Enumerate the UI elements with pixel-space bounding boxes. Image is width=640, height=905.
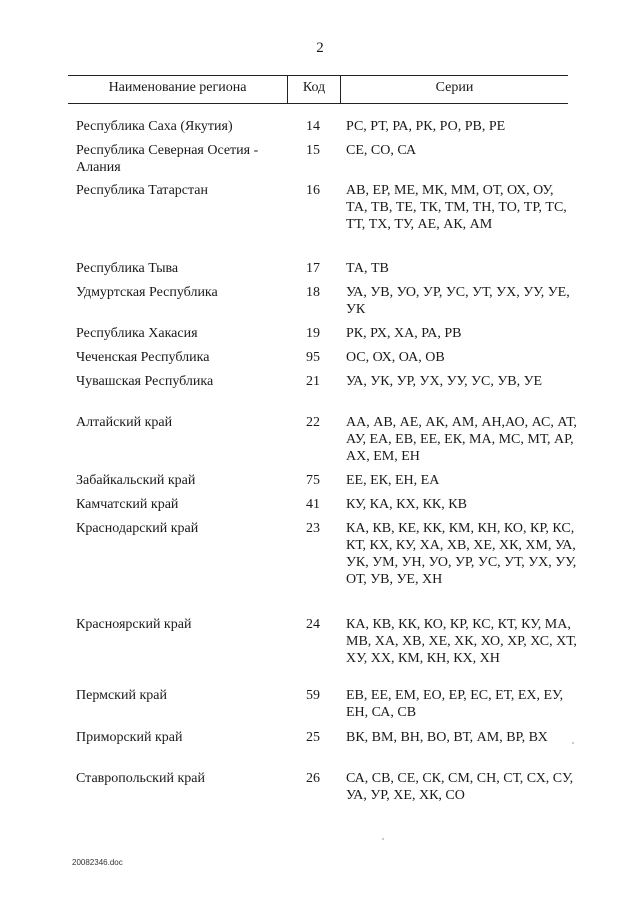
region-name: Удмуртская Республика (76, 285, 218, 300)
region-name: Алтайский край (76, 415, 173, 430)
region-name: Республика Тыва (76, 261, 179, 276)
region-name: Республика Саха (Якутия) (76, 119, 233, 134)
region-code: 95 (306, 350, 320, 365)
region-series: СЕ, СО, СА (346, 143, 417, 158)
region-series: АА, АВ, АЕ, АК, АМ, АН,АО, АС, АТ, АУ, ЕА, ЕВ, ЕЕ, ЕК, МА, МС, МТ, АР, АХ, ЕМ, ЕН (346, 415, 577, 464)
scan-speck (382, 838, 384, 840)
region-series: ТА, ТВ (346, 261, 389, 276)
page-number: 2 (316, 40, 324, 56)
region-series: ОС, ОХ, ОА, ОВ (346, 350, 445, 365)
table-row (0, 472, 640, 496)
region-name: Ставропольский край (76, 771, 205, 786)
table-row (0, 687, 640, 729)
table-row (0, 373, 640, 414)
region-series: КА, КВ, КК, КО, КР, КС, КТ, КУ, МА, МВ, ХА, ХВ, ХЕ, ХК, ХО, ХР, ХС, ХТ, ХУ, ХХ, КМ, КН, КХ, ХН (346, 617, 577, 666)
header-region-name: Наименование региона (108, 80, 247, 95)
region-series: СА, СВ, СЕ, СК, СМ, СН, СТ, СХ, СУ, УА, УР, ХЕ, ХК, СО (346, 771, 574, 803)
table-row (0, 182, 640, 260)
table-row (0, 770, 640, 810)
region-name: Республика Татарстан (76, 183, 209, 198)
region-series: РС, РТ, РА, РК, РО, РВ, РЕ (346, 119, 506, 134)
table-top-rule (68, 75, 568, 76)
scan-speck (572, 742, 574, 744)
table-row (0, 260, 640, 284)
document-filename: 20082346.doc (72, 858, 123, 867)
region-code: 59 (306, 688, 320, 703)
table-row (0, 496, 640, 520)
region-code: 15 (306, 143, 320, 158)
table-row (0, 616, 640, 687)
region-code: 75 (306, 473, 320, 488)
region-series: КУ, КА, КХ, КК, КВ (346, 497, 467, 512)
header-code: Код (302, 80, 326, 95)
region-code: 24 (306, 617, 320, 632)
region-name: Чеченская Республика (76, 350, 210, 365)
region-series: КА, КВ, КЕ, КК, КМ, КН, КО, КР, КС, КТ, КХ, КУ, ХА, ХВ, ХЕ, ХК, ХМ, УА, УК, УМ, УН, УО, УР, УС, УТ, УХ, УУ, ОТ, УВ, УЕ, ХН (346, 521, 577, 587)
region-code: 41 (306, 497, 320, 512)
table-row (0, 284, 640, 325)
table-body (0, 118, 640, 810)
region-name: Чувашская Республика (76, 374, 214, 389)
region-code: 18 (306, 285, 320, 300)
table-row (0, 118, 640, 142)
region-name: Республика Северная Осетия - Алания (76, 143, 259, 175)
region-name: Камчатский край (76, 497, 179, 512)
region-series: УА, УВ, УО, УР, УС, УТ, УХ, УУ, УЕ, УК (346, 285, 570, 317)
region-name: Забайкальский край (76, 473, 196, 488)
header-series: Серии (435, 80, 474, 95)
region-series: ЕЕ, ЕК, ЕН, ЕА (346, 473, 440, 488)
region-code: 19 (306, 326, 320, 341)
region-series: РК, РХ, ХА, РА, РВ (346, 326, 462, 341)
region-code: 22 (306, 415, 320, 430)
table-header-bottom-rule (68, 103, 568, 104)
region-name: Краснодарский край (76, 521, 199, 536)
region-code: 16 (306, 183, 320, 198)
region-code: 23 (306, 521, 320, 536)
table-row (0, 349, 640, 373)
region-series: ЕВ, ЕЕ, ЕМ, ЕО, ЕР, ЕС, ЕТ, ЕХ, ЕУ, ЕН, СА, СВ (346, 688, 564, 720)
region-code: 14 (306, 119, 320, 134)
table-row (0, 520, 640, 616)
region-name: Пермский край (76, 688, 167, 703)
table-row (0, 414, 640, 472)
region-series: ВК, ВМ, ВН, ВО, ВТ, АМ, ВР, ВХ (346, 730, 548, 745)
region-code: 25 (306, 730, 320, 745)
region-name: Республика Хакасия (76, 326, 198, 341)
table-row (0, 729, 640, 770)
region-code: 17 (306, 261, 320, 276)
region-series: УА, УК, УР, УХ, УУ, УС, УВ, УЕ (346, 374, 543, 389)
region-code: 26 (306, 771, 320, 786)
region-code: 21 (306, 374, 320, 389)
region-name: Красноярский край (76, 617, 192, 632)
region-series: АВ, ЕР, МЕ, МК, ММ, ОТ, ОХ, ОУ, ТА, ТВ, ТЕ, ТК, ТМ, ТН, ТО, ТР, ТС, ТТ, ТХ, ТУ, АЕ, АК, АМ (346, 183, 567, 232)
region-name: Приморский край (76, 730, 183, 745)
table-row (0, 325, 640, 349)
table-row (0, 142, 640, 182)
